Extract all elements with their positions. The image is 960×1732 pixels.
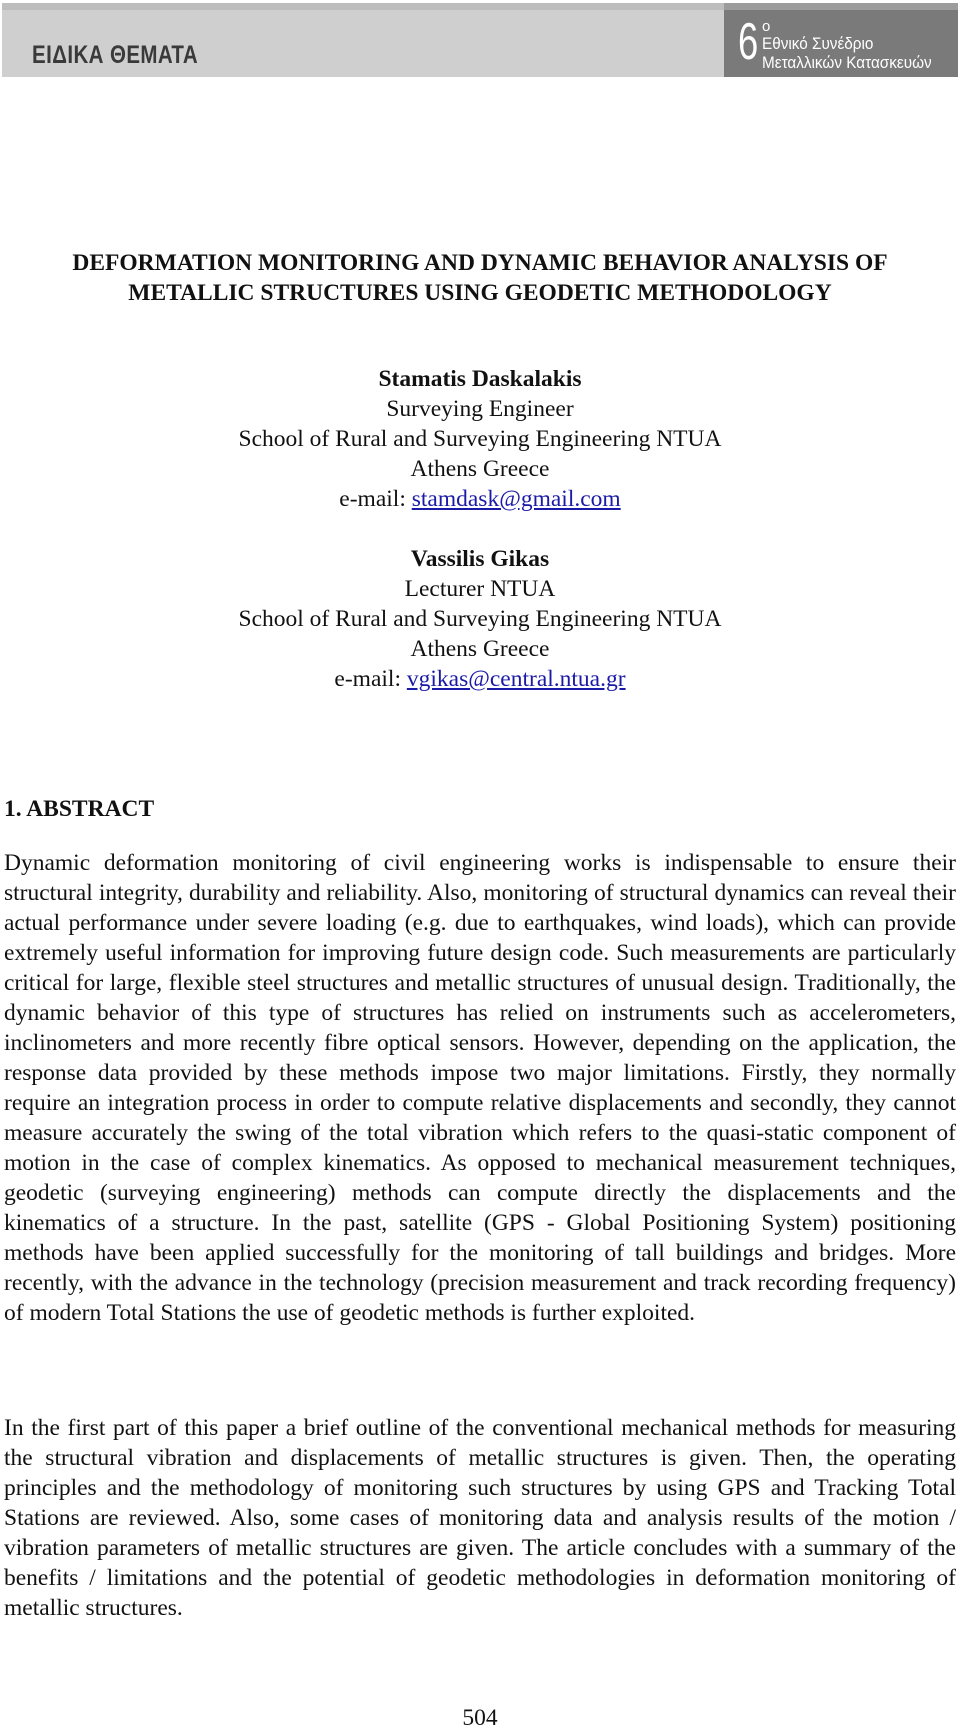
author-email-row bbox=[0, 664, 960, 694]
abstract-paragraph: In the first part of this paper a brief outline of the conventional mechanical methods for measuring the structural vibration and displacements of metallic structures is given. Then, the operating principles and the methodology of monitoring such structures by using GPS and Tracking Total Stations are reviewed. Also, some cases of monitoring data and analysis results of the motion / vibration parameters of metallic structures are given. The article concludes with a summary of the benefits / limitations and the potential of geodetic methodologies in deformation monitoring of metallic structures. bbox=[4, 1415, 956, 1621]
paper-title-line1: DEFORMATION MONITORING AND DYNAMIC BEHAVIOR ANALYSIS OF bbox=[72, 250, 888, 276]
author-position: Surveying Engineer bbox=[386, 396, 574, 422]
author-position: Lecturer NTUA bbox=[404, 576, 556, 602]
author-name: Vassilis Gikas bbox=[410, 546, 550, 572]
author-email-row bbox=[0, 484, 960, 514]
header-section-title: ΕΙΔΙΚΑ ΘΕΜΑΤΑ bbox=[32, 41, 199, 69]
section-heading: 1. ABSTRACT bbox=[4, 796, 155, 822]
conference-badge bbox=[724, 3, 958, 77]
author-school: School of Rural and Surveying Engineering NTUA bbox=[238, 426, 722, 452]
header-section-band bbox=[2, 3, 724, 77]
author-email-link[interactable]: stamdask@gmail.com bbox=[411, 486, 621, 512]
author-block bbox=[0, 364, 960, 514]
paper-title bbox=[0, 248, 960, 308]
author-location: Athens Greece bbox=[410, 456, 550, 482]
author-school: School of Rural and Surveying Engineering NTUA bbox=[238, 606, 722, 632]
conference-name-line1: Εθνικό Συνέδριο bbox=[762, 34, 874, 53]
author-block bbox=[0, 544, 960, 694]
page-header bbox=[0, 0, 960, 78]
author-email-link[interactable]: vgikas@central.ntua.gr bbox=[406, 666, 626, 692]
conference-name-line2: Μεταλλικών Κατασκευών bbox=[762, 53, 932, 72]
abstract-paragraph: Dynamic deformation monitoring of civil engineering works is indispensable to ensure their structural integrity, durability and reliability. Also, monitoring of structural dynamics can reveal their actual performance under severe loading (e.g. due to earthquakes, wind loads), which can provide extremely useful information for improving future design code. Such measurements are particularly critical for large, flexible steel structures and metallic structures of unusual design. Traditionally, the dynamic behavior of this type of structures has relied on instruments such as accelerometers, inclinometers and more recently fibre optical sensors. However, depending on the application, the response data provided by these methods impose two major limitations. Firstly, they normally require an integration process in order to compute relative displacements and secondly, they cannot measure accurately the swing of the total vibration which refers to the quasi-static component of motion in the case of complex kinematics. As opposed to mechanical measurement techniques, geodetic (surveying engineering) methods can compute directly the displacements and the kinematics of a structure. In the past, satellite (GPS - Global Positioning System) positioning methods have been applied successfully for the monitoring of tall buildings and bridges. More recently, with the advance in the technology (precision measurement and track recording frequency) of modern Total Stations the use of geodetic methods is further exploited. bbox=[4, 850, 956, 1326]
author-email-label: e-mail: bbox=[334, 666, 407, 692]
author-name: Stamatis Daskalakis bbox=[378, 366, 582, 392]
author-location: Athens Greece bbox=[410, 636, 550, 662]
page-number: 504 bbox=[462, 1705, 498, 1731]
author-email-label: e-mail: bbox=[339, 486, 412, 512]
paper-title-line2: METALLIC STRUCTURES USING GEODETIC METHODOLOGY bbox=[128, 280, 832, 306]
conference-ordinal: ο bbox=[762, 18, 771, 35]
conference-number: 6 bbox=[738, 13, 759, 71]
